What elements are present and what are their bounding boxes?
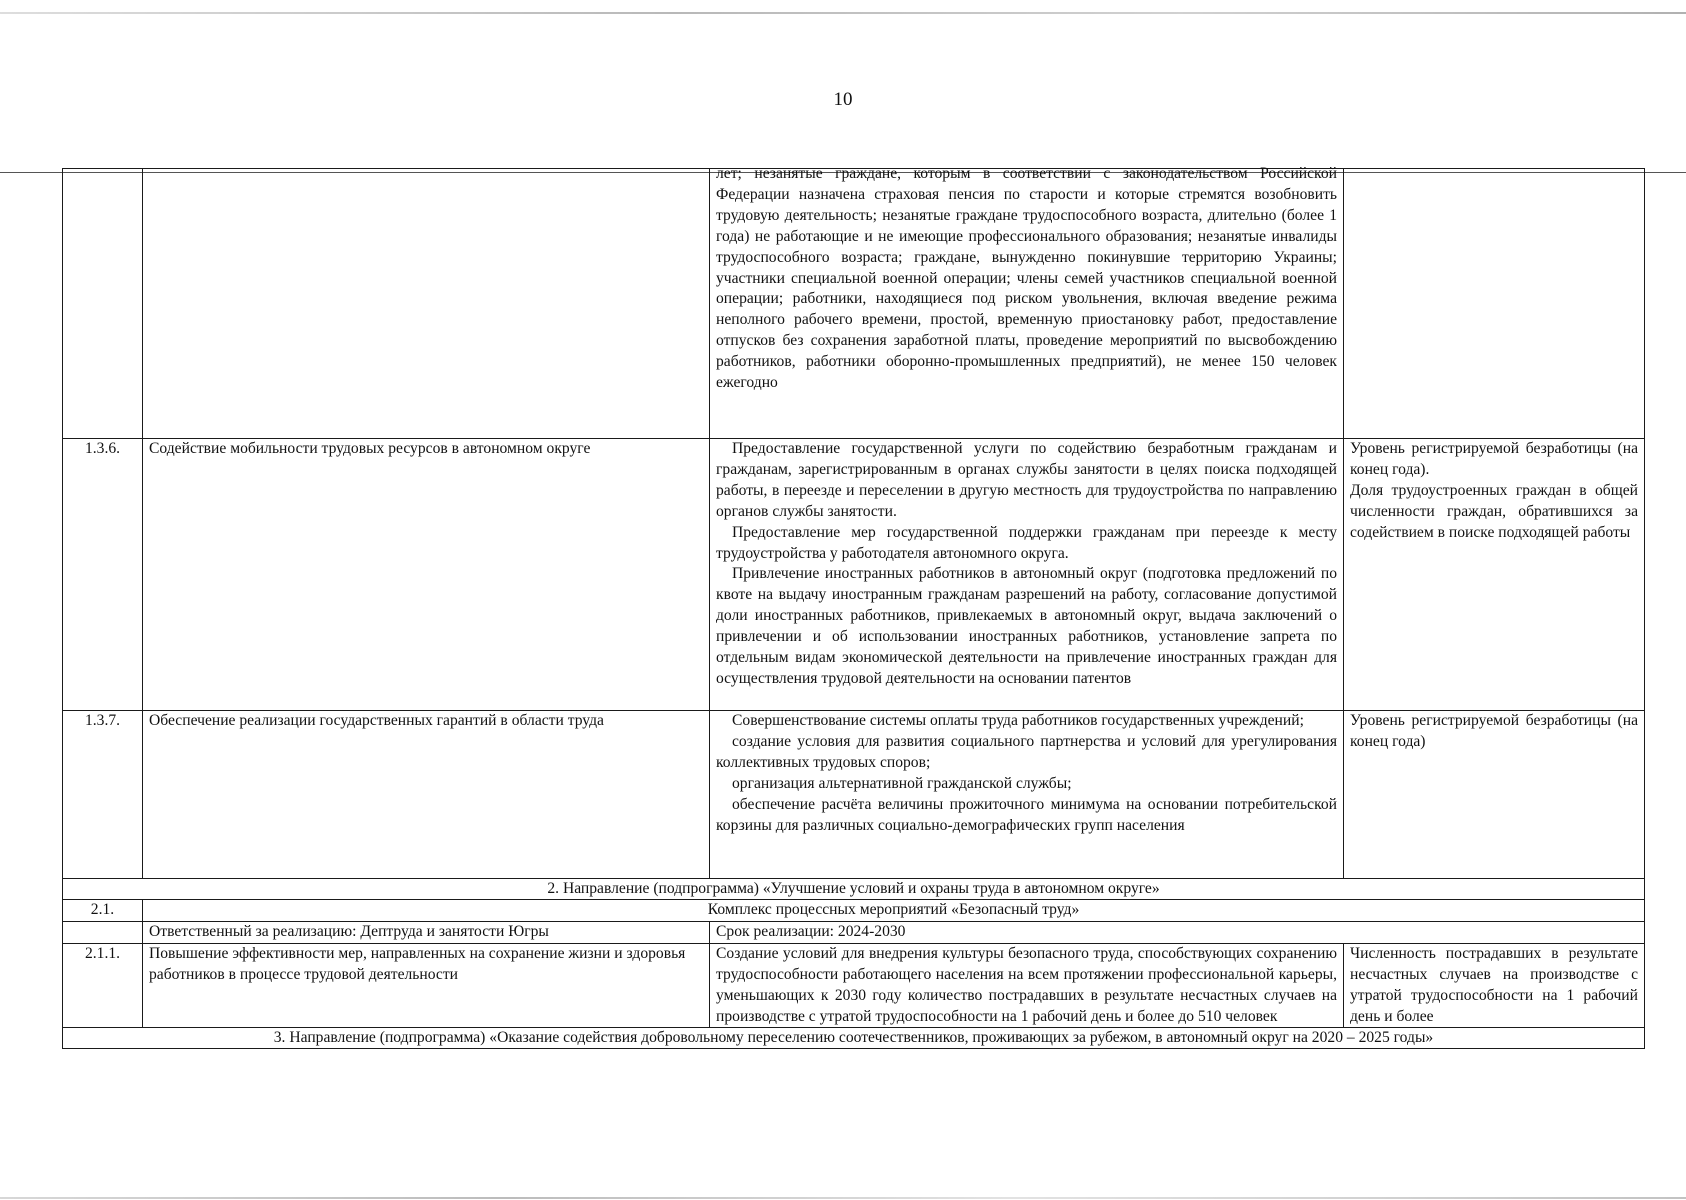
section-row (63, 1028, 1645, 1049)
row-description: Создание условий для внедрения культуры безопасного труда, способствующих сохранению трудоспособности работающего населения на всем протяжении профессиональной карьеры, уменьшающих к 2030 году количество пострадавших в результате несчастных случаев на производстве с утратой трудоспособности на 1 рабочий день и более до 510 человек (710, 943, 1344, 1028)
indicator-paragraph: Уровень регистрируемой безработицы (на конец года) (1350, 712, 1638, 750)
complex-heading: Комплекс процессных мероприятий «Безопасный труд» (143, 900, 1645, 922)
row-name: Содействие мобильности трудовых ресурсов в автономном округе (143, 439, 710, 711)
program-table (62, 165, 1645, 1049)
row-indicator-cell (1344, 439, 1645, 711)
scan-edge-bottom (0, 1197, 1686, 1199)
row-number-cell (63, 169, 143, 439)
row-indicator-cell (1344, 169, 1645, 439)
section-row (63, 900, 1645, 922)
row-description-cell (710, 439, 1344, 711)
indicator-paragraph: Уровень регистрируемой безработицы (на конец года). (1350, 440, 1638, 478)
row-number: 2.1.1. (63, 943, 143, 1028)
responsible-cell: Ответственный за реализацию: Дептруда и занятости Югры (143, 921, 710, 943)
description-paragraph: Совершенствование системы оплаты труда работников государственных учреждений; (732, 712, 1304, 729)
page-number: 10 (833, 89, 853, 110)
row-number-cell (63, 921, 143, 943)
table-row (63, 439, 1645, 711)
row-indicator: Численность пострадавших в результате несчастных случаев на производстве с утратой трудоспособности на 1 рабочий день и более (1344, 943, 1645, 1028)
row-description-cell (710, 165, 1344, 439)
table-row (63, 921, 1645, 943)
row-name: Повышение эффективности мер, направленных на сохранение жизни и здоровья работников в процессе трудовой деятельности (143, 943, 710, 1028)
table-row (63, 169, 1645, 439)
period-cell: Срок реализации: 2024-2030 (710, 921, 1645, 943)
description-paragraph: Предоставление мер государственной поддержки гражданам при переезде к месту трудоустройства у работодателя автономного округа. (716, 523, 1337, 562)
row-name-cell (143, 169, 710, 439)
description-paragraph: Предоставление государственной услуги по содействию безработным гражданам и гражданам, зарегистрированным в органах службы занятости в целях поиска подходящей работы, в переезде и переселении в другую местность для трудоустройства по направлению органов службы занятости. (716, 440, 1337, 520)
table-row (63, 943, 1645, 1028)
row-number: 1.3.7. (63, 711, 143, 879)
row-description-cell (710, 711, 1344, 879)
row-name: Обеспечение реализации государственных гарантий в области труда (143, 711, 710, 879)
description-paragraph: организация альтернативной гражданской службы; (732, 774, 1072, 792)
table-row (63, 711, 1645, 879)
description-paragraph: Привлечение иностранных работников в автономный округ (подготовка предложений по квоте на выдачу иностранным гражданам разрешений на работу, согласование допустимой доли иностранных работников, привлекаемых в автономный округ, выдача заключений о привлечении и об использовании иностранных работников, установление запрета по отдельным видам экономической деятельности на привлечение иностранных граждан для осуществления трудовой деятельности на основании патентов (716, 565, 1337, 687)
description-text: лет; незанятые граждане, которым в соответствии с законодательством Российской Федерации назначена страховая пенсия по старости и которые стремятся возобновить трудовую деятельность; незанятые граждане трудоспособного возраста, длительно (более 1 года) не работающие и не имеющие профессионального образования; незанятые инвалиды трудоспособного возраста; граждане, вынужденно покинувшие территорию Украины; участники специальной военной операции; члены семей участников специальной военной операции; работники, находящиеся под риском увольнения, включая введение режима неполного рабочего времени, простой, временную приостановку работ, предоставление отпусков без сохранения заработной платы, проведение мероприятий по высвобождению работников, работники оборонно-промышленных предприятий), не менее 150 человек ежегодно (716, 165, 1337, 392)
direction-2-heading: 2. Направление (подпрограмма) «Улучшение условий и охраны труда в автономном округе» (63, 879, 1645, 900)
direction-3-heading: 3. Направление (подпрограмма) «Оказание содействия добровольному переселению соотечественников, проживающих за рубежом, в автономный округ на 2020 – 2025 годы» (63, 1028, 1645, 1049)
description-paragraph: обеспечение расчёта величины прожиточного минимума на основании потребительской корзины для различных социально-демографических групп населения (716, 795, 1337, 834)
description-paragraph: создание условия для развития социального партнерства и условий для урегулирования коллективных трудовых споров; (716, 732, 1337, 771)
indicator-paragraph: Доля трудоустроенных граждан в общей численности граждан, обратившихся за содействием в поиске подходящей работы (1350, 481, 1638, 541)
section-row (63, 879, 1645, 900)
row-indicator-cell (1344, 711, 1645, 879)
row-number: 1.3.6. (63, 439, 143, 711)
scan-edge-top (0, 12, 1686, 14)
row-number: 2.1. (63, 900, 143, 922)
